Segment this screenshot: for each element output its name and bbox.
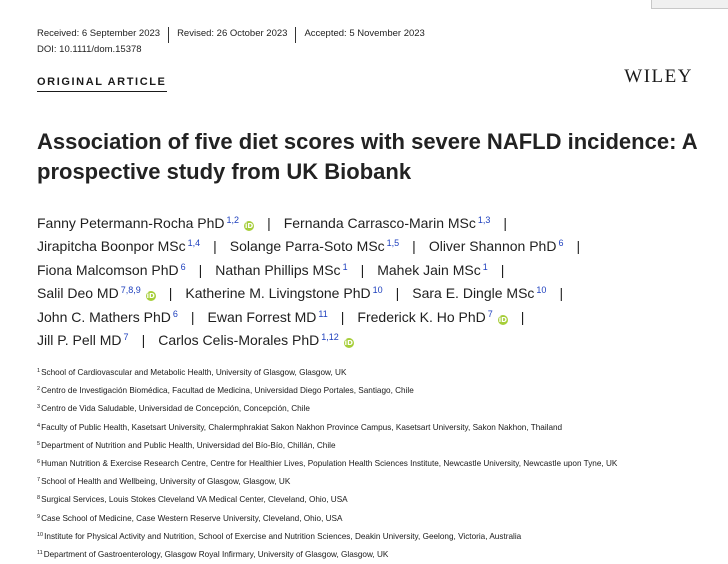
affiliation-item	[37, 400, 717, 418]
affiliation-superscript[interactable]: 7,8,9	[120, 285, 141, 296]
author-separator: |	[267, 215, 271, 231]
received-date: Received: 6 September 2023	[37, 27, 161, 39]
author-name[interactable]: Fernanda Carrasco-Marin MSc	[283, 215, 476, 231]
affiliation-superscript[interactable]: 6	[172, 308, 178, 319]
affiliation-text: Human Nutrition & Exercise Research Centre, Centre for Healthier Lives, Population Health Sciences Institute, Newcastle University, Newcastle upon Tyne, UK	[41, 459, 618, 469]
affiliation-list	[37, 364, 717, 564]
author-item[interactable]	[37, 262, 186, 278]
affiliation-text: Centro de Vida Saludable, Universidad de Concepción, Concepción, Chile	[41, 404, 310, 414]
author-name[interactable]: Oliver Shannon PhD	[428, 238, 557, 255]
author-item[interactable]	[37, 285, 156, 301]
author-name[interactable]: Carlos Celis-Morales PhD	[158, 332, 320, 349]
affiliation-item	[37, 546, 717, 564]
accepted-date: Accepted: 5 November 2023	[304, 27, 425, 39]
orcid-icon[interactable]: iD	[498, 315, 507, 324]
author-item[interactable]	[37, 215, 254, 231]
affiliation-superscript[interactable]: 1,2	[226, 215, 240, 225]
author-line	[37, 235, 707, 258]
affiliation-text: Department of Nutrition and Public Health, Universidad del Bío-Bío, Chillán, Chile	[41, 440, 336, 450]
author-name[interactable]: Solange Parra-Soto MSc	[229, 238, 385, 255]
affiliation-item	[37, 455, 717, 473]
author-name[interactable]: Ewan Forrest MD	[207, 308, 317, 325]
affiliation-number: 2	[37, 386, 41, 393]
affiliation-number: 4	[37, 422, 41, 429]
author-item[interactable]	[284, 215, 491, 231]
author-name[interactable]: Fiona Malcomson PhD	[37, 261, 179, 278]
date-divider	[295, 27, 296, 43]
orcid-icon[interactable]: iD	[344, 339, 353, 348]
affiliation-superscript[interactable]: 1,5	[386, 238, 400, 249]
affiliation-text: School of Health and Wellbeing, University of Glasgow, Glasgow, UK	[41, 477, 291, 487]
author-name[interactable]: Mahek Jain MSc	[377, 261, 481, 278]
author-name[interactable]: Jirapitcha Boonpor MSc	[37, 238, 186, 255]
doi-link[interactable]: DOI: 10.1111/dom.15378	[37, 44, 142, 55]
orcid-icon[interactable]: iD	[244, 222, 254, 230]
affiliation-superscript[interactable]: 7	[123, 332, 129, 343]
affiliation-text: Department of Gastroenterology, Glasgow Royal Infirmary, University of Glasgow, Glasgow, UK	[43, 550, 389, 560]
affiliation-superscript[interactable]: 1	[342, 261, 348, 272]
author-separator: |	[395, 285, 400, 302]
author-separator: |	[503, 215, 508, 231]
author-separator: |	[412, 238, 416, 255]
affiliation-text: Centro de Investigación Biomédica, Facultad de Medicina, Universidad Diego Portales, Santiago, Chile	[41, 386, 414, 396]
affiliation-number: 11	[37, 550, 43, 557]
author-separator: |	[559, 285, 564, 302]
author-item[interactable]	[185, 285, 382, 301]
affiliation-item	[37, 473, 717, 491]
author-name[interactable]: Salil Deo MD	[37, 285, 119, 302]
author-item[interactable]	[412, 285, 546, 301]
author-separator: |	[500, 261, 505, 278]
author-item[interactable]	[429, 238, 564, 254]
author-separator: |	[576, 238, 581, 255]
affiliation-number: 3	[37, 404, 41, 411]
author-separator: |	[198, 261, 203, 278]
affiliation-number: 6	[37, 459, 41, 466]
affiliation-item	[37, 510, 717, 528]
author-line	[37, 282, 707, 305]
affiliation-text: School of Cardiovascular and Metabolic Health, University of Glasgow, Glasgow, UK	[41, 368, 347, 377]
affiliation-superscript[interactable]: 6	[180, 261, 186, 272]
author-item[interactable]	[158, 332, 354, 348]
author-name[interactable]: Jill P. Pell MD	[37, 332, 122, 349]
affiliation-number: 7	[37, 477, 41, 484]
affiliation-superscript[interactable]: 1,3	[477, 215, 491, 225]
date-divider	[168, 27, 169, 43]
affiliation-text: Faculty of Public Health, Kasetsart University, Chalermphrakiat Sakon Nakhon Province Campus, Kasetsart University, Sakon Nakhon, Thailand	[41, 422, 563, 432]
author-item[interactable]	[37, 309, 178, 325]
author-separator: |	[520, 308, 525, 325]
author-separator: |	[340, 308, 345, 325]
article-title: Association of five diet scores with severe NAFLD incidence: A prospective study from UK Biobank	[37, 129, 697, 184]
affiliation-superscript[interactable]: 1,12	[321, 332, 339, 343]
author-line	[37, 259, 707, 282]
affiliation-item	[37, 437, 717, 455]
affiliation-item	[37, 491, 717, 509]
affiliation-superscript[interactable]: 6	[558, 238, 564, 249]
author-list	[37, 212, 707, 352]
author-name[interactable]: Katherine M. Livingstone PhD	[185, 285, 371, 302]
author-name[interactable]: John C. Mathers PhD	[37, 308, 171, 325]
affiliation-superscript[interactable]: 1	[482, 261, 488, 272]
article-type-label: ORIGINAL ARTICLE	[37, 76, 167, 92]
affiliation-text: Surgical Services, Louis Stokes Cleveland VA Medical Center, Cleveland, Ohio, USA	[41, 495, 348, 505]
affiliation-number: 5	[37, 440, 41, 447]
publisher-logo: WILEY	[624, 66, 693, 87]
author-name[interactable]: Frederick K. Ho PhD	[357, 308, 486, 325]
affiliation-item	[37, 528, 717, 546]
author-name[interactable]: Sara E. Dingle MSc	[412, 285, 535, 302]
author-line	[37, 212, 707, 235]
affiliation-superscript[interactable]: 11	[318, 308, 328, 319]
author-item[interactable]	[357, 309, 507, 325]
author-item[interactable]	[37, 238, 200, 254]
author-separator: |	[360, 261, 365, 278]
author-separator: |	[213, 238, 217, 255]
affiliation-number: 8	[37, 495, 41, 502]
window-corner-tab	[651, 0, 728, 9]
affiliation-number: 10	[37, 531, 44, 538]
author-name[interactable]: Fanny Petermann-Rocha PhD	[37, 215, 225, 231]
author-item[interactable]	[377, 262, 488, 278]
author-line	[37, 329, 707, 352]
affiliation-superscript[interactable]: 10	[536, 285, 547, 296]
affiliation-superscript[interactable]: 7	[487, 308, 493, 319]
author-line	[37, 306, 707, 329]
author-item[interactable]	[215, 262, 347, 278]
affiliation-item	[37, 364, 717, 382]
affiliation-superscript[interactable]: 10	[372, 285, 383, 296]
affiliation-item	[37, 419, 717, 437]
affiliation-item	[37, 382, 717, 400]
affiliation-number: 9	[37, 513, 41, 520]
affiliation-text: Case School of Medicine, Case Western Reserve University, Cleveland, Ohio, USA	[41, 513, 343, 523]
affiliation-superscript[interactable]: 1,4	[187, 238, 201, 249]
article-dates	[37, 25, 425, 41]
author-separator: |	[141, 332, 146, 349]
author-separator: |	[168, 285, 173, 302]
affiliation-text: Institute for Physical Activity and Nutrition, School of Exercise and Nutrition Sciences, Deakin University, Geelong, Victoria, Australia	[44, 531, 522, 541]
orcid-icon[interactable]: iD	[146, 292, 155, 301]
author-item[interactable]	[37, 332, 129, 348]
author-item[interactable]	[208, 309, 328, 325]
revised-date: Revised: 26 October 2023	[177, 27, 288, 39]
affiliation-number: 1	[37, 368, 41, 374]
author-separator: |	[190, 308, 195, 325]
author-item[interactable]	[230, 238, 399, 254]
author-name[interactable]: Nathan Phillips MSc	[215, 261, 341, 278]
